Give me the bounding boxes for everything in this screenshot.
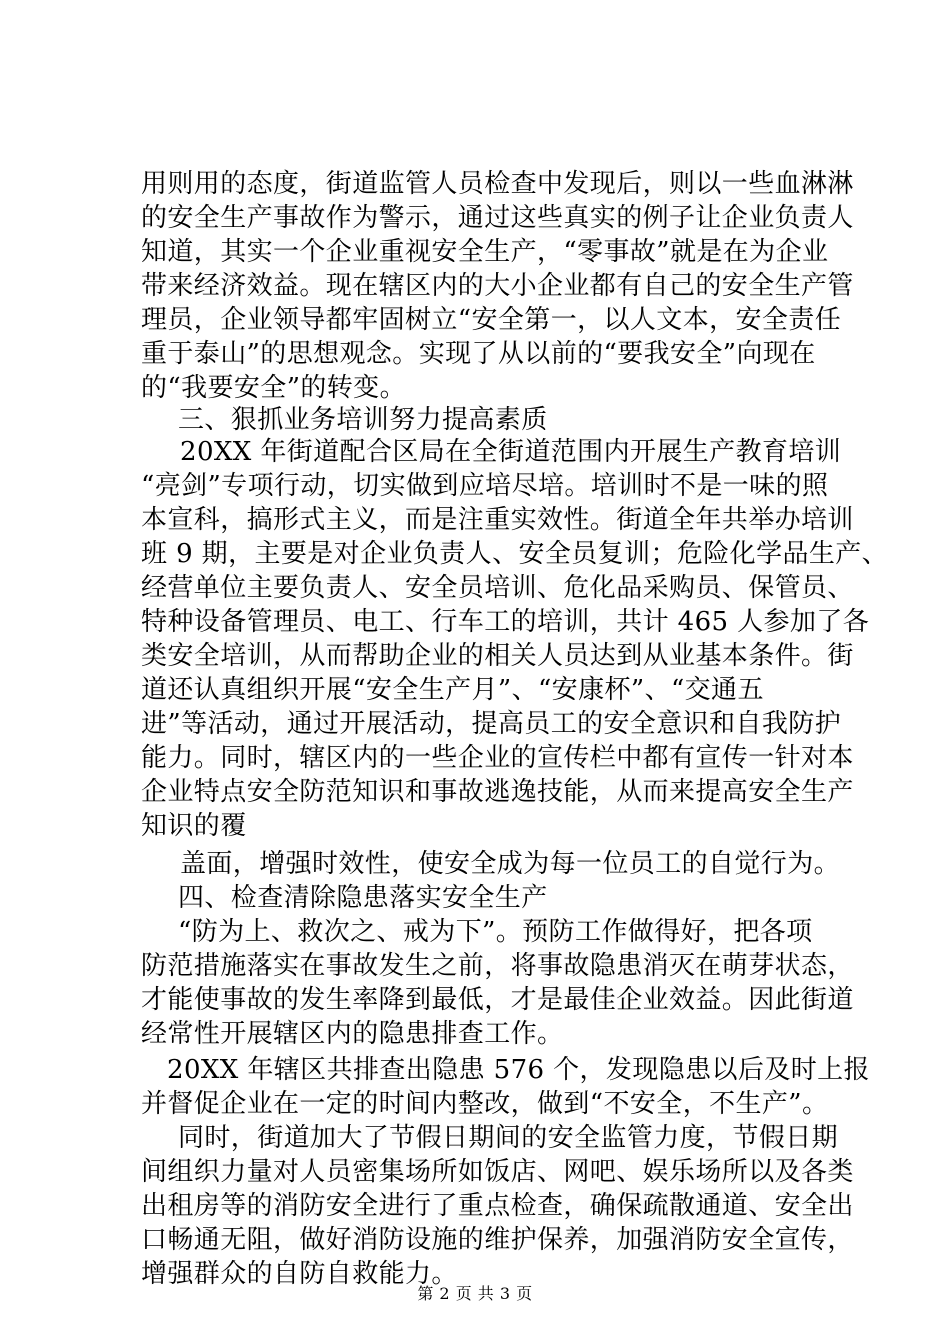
text-line: 带来经济效益。现在辖区内的大小企业都有自己的安全生产管 <box>141 271 854 301</box>
section-heading: 三、狠抓业务培训努力提高素质 <box>178 405 548 435</box>
text-line: 重于泰山”的思想观念。实现了从以前的“要我安全”向现在 <box>141 339 816 369</box>
text-line: 防范措施落实在事故发生之前，将事故隐患消灭在萌芽状态， <box>141 951 854 981</box>
text-line: 知识的覆 <box>141 811 247 841</box>
text-line: 的“我要安全”的转变。 <box>141 373 406 403</box>
text-line: 类安全培训，从而帮助企业的相关人员达到从业基本条件。街 <box>141 641 854 671</box>
text-line: “防为上、救次之、戒为下”。预防工作做得好，把各项 <box>178 917 813 947</box>
text-line: 出租房等的消防安全进行了重点检查，确保疏散通道、安全出 <box>141 1191 854 1221</box>
text-line: 企业特点安全防范知识和事故逃逸技能，从而来提高安全生产 <box>141 777 854 807</box>
text-line: 经常性开展辖区内的隐患排查工作。 <box>141 1019 564 1049</box>
page-footer: 第 2 页 共 3 页 <box>417 1284 533 1303</box>
text-line: 20XX 年街道配合区局在全街道范围内开展生产教育培训 <box>180 437 842 467</box>
text-line: “亮剑”专项行动，切实做到应培尽培。培训时不是一味的照 <box>141 471 829 501</box>
text-line: 20XX 年辖区共排查出隐患 576 个，发现隐患以后及时上报 <box>167 1055 870 1085</box>
text-line: 经营单位主要负责人、安全员培训、危化品采购员、保管员、 <box>141 573 854 603</box>
section-heading: 四、检查清除隐患落实安全生产 <box>178 883 548 913</box>
text-line: 同时，街道加大了节假日期间的安全监管力度，节假日期 <box>178 1123 839 1153</box>
text-line: 并督促企业在一定的时间内整改，做到“不安全，不生产”。 <box>141 1089 829 1119</box>
text-line: 班 9 期，主要是对企业负责人、安全员复训；危险化学品生产、 <box>141 539 889 569</box>
text-line: 增强群众的自防自救能力。 <box>141 1259 458 1289</box>
text-line: 理员，企业领导都牢固树立“安全第一，以人文本，安全责任 <box>141 305 842 335</box>
text-line: 能力。同时，辖区内的一些企业的宣传栏中都有宣传一针对本 <box>141 743 854 773</box>
text-line: 的安全生产事故作为警示，通过这些真实的例子让企业负责人 <box>141 203 854 233</box>
text-line: 特种设备管理员、电工、行车工的培训，共计 465 人参加了各 <box>141 607 870 637</box>
text-line: 道还认真组织开展“安全生产月”、“安康杯”、“交通五 <box>141 675 764 705</box>
text-line: 知道，其实一个企业重视安全生产，“零事故”就是在为企业 <box>141 237 829 267</box>
text-line: 用则用的态度，街道监管人员检查中发现后，则以一些血淋淋 <box>141 169 854 199</box>
text-line: 本宣科，搞形式主义，而是注重实效性。街道全年共举办培训 <box>141 505 854 535</box>
text-line: 口畅通无阻，做好消防设施的维护保养，加强消防安全宣传， <box>141 1225 854 1255</box>
text-line: 间组织力量对人员密集场所如饭店、网吧、娱乐场所以及各类 <box>141 1157 854 1187</box>
text-line: 才能使事故的发生率降到最低，才是最佳企业效益。因此街道 <box>141 985 854 1015</box>
text-line: 进”等活动，通过开展活动，提高员工的安全意识和自我防护 <box>141 709 842 739</box>
text-line: 盖面，增强时效性，使安全成为每一位员工的自觉行为。 <box>180 849 841 879</box>
